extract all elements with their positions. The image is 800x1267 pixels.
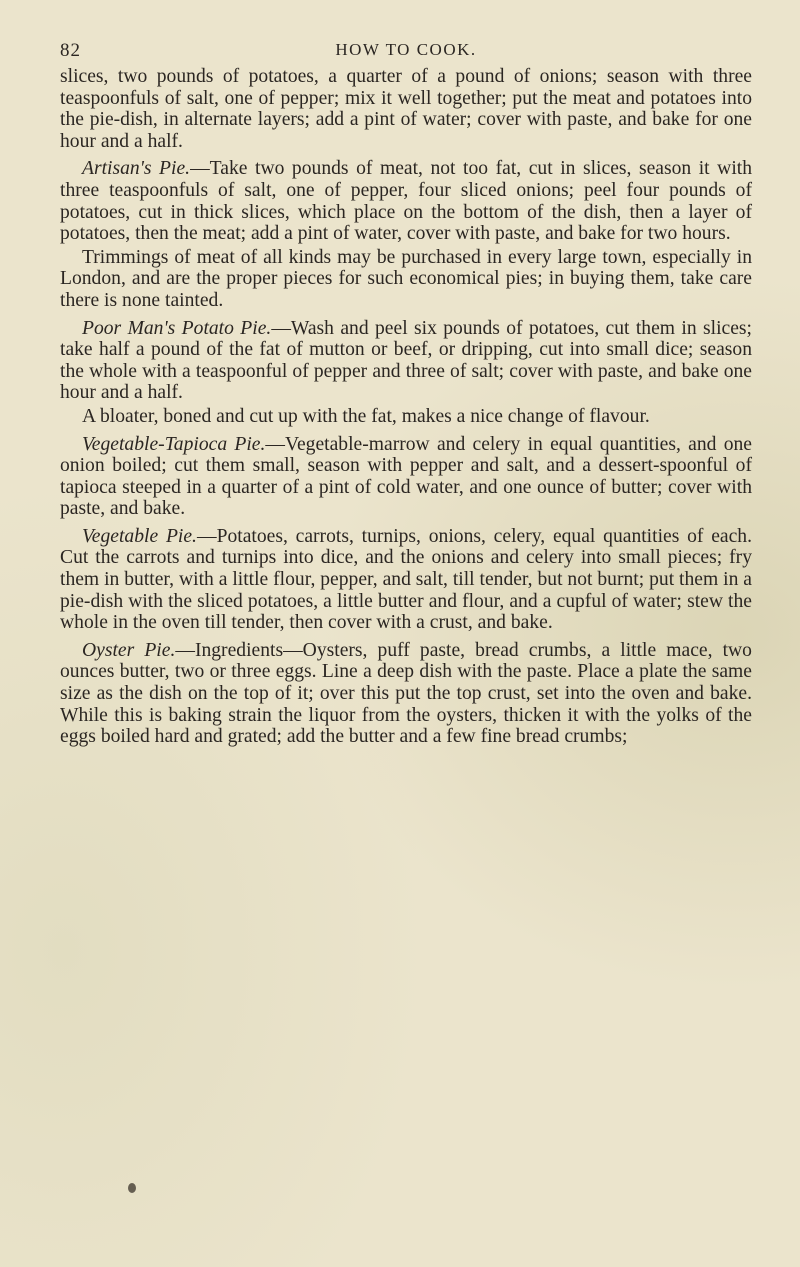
paragraph-text: —Potatoes, carrots, turnips, onions, celery, equal quantities of each. Cut the carrots and turnips into dice, and the onions and celery into small pieces; fry them in butter, with a little flour, pepper, and salt, till tender, but not burnt; put them in a pie-dish with the sliced potatoes, a little butter and flour, and a cupful of water; stew the whole in the oven till tender, then cover with a crust, and bake. — [60, 525, 753, 634]
paragraph-vegetable-tapioca-pie — [60, 434, 752, 520]
recipe-title: Oyster Pie. — [82, 639, 176, 661]
recipe-title: Vegetable-Tapioca Pie. — [82, 433, 266, 455]
paragraph-vegetable-pie — [60, 526, 752, 634]
paragraph-text: —Ingredients—Oysters, puff paste, bread crumbs, a little mace, two ounces butter, two or three eggs. Line a deep dish with the paste. Place a plate the same size as the dish on the top of it; over this put the top crust, set into the oven and bake. While this is baking strain the liquor from the oysters, thicken it with the yolks of the eggs boiled hard and grated; add the butter and a few fine bread crumbs; — [60, 639, 752, 748]
paragraph-text: —Take two pounds of meat, not too fat, cut in slices, season it with three teaspoonfuls of salt, one of pepper, four sliced onions; peel four pounds of potatoes, cut in thick slices, which place on the bottom of the dish, then a layer of potatoes, then the meat; add a pint of water, cover with paste, and bake for two hours. — [60, 158, 753, 245]
running-head: HOW TO COOK. — [335, 40, 477, 59]
paragraph-bloater — [60, 406, 752, 428]
recipe-title: Artisan's Pie. — [82, 158, 191, 180]
paragraph-text: —Vegetable-marrow and celery in equal quantities, and one onion boiled; cut them small, season with pepper and salt, and a dessert-spoonful of tapioca steeped in a quarter of a pint of cold water, and one ounce of butter; cover with paste, and bake. — [60, 433, 752, 520]
page-number: 82 — [60, 40, 81, 61]
recipe-title: Poor Man's Potato Pie. — [82, 317, 272, 339]
page-header — [60, 22, 752, 61]
paragraph-continuation — [60, 66, 752, 152]
body-text — [60, 66, 752, 748]
recipe-title: Vegetable Pie. — [82, 525, 197, 547]
book-page — [60, 22, 752, 748]
paragraph-oyster-pie — [60, 640, 752, 748]
paragraph-text: A bloater, boned and cut up with the fat, makes a nice change of flavour. — [82, 405, 650, 427]
paragraph-text: —Wash and peel six pounds of potatoes, cut them in slices; take half a pound of the fat of mutton or beef, or dripping, cut into small dice; season the whole with a teaspoonful of pepper and three of salt; cover with paste, and bake one hour and a half. — [60, 317, 752, 404]
paragraph-trimmings — [60, 247, 752, 312]
ink-blot-mark — [128, 1183, 136, 1193]
paragraph-text: Trimmings of meat of all kinds may be purchased in every large town, especially in London, and are the proper pieces for such economical pies; in buying them, take care there is none tainted. — [60, 246, 752, 311]
paragraph-poor-mans-potato-pie — [60, 318, 752, 404]
paragraph-artisans-pie — [60, 158, 752, 244]
paragraph-text: slices, two pounds of potatoes, a quarter of a pound of onions; season with three teaspoonfuls of salt, one of pepper; mix it well together; put the meat and potatoes into the pie-dish, in alternate layers; add a pint of water; cover with paste, and bake for one hour and a half. — [60, 66, 752, 152]
